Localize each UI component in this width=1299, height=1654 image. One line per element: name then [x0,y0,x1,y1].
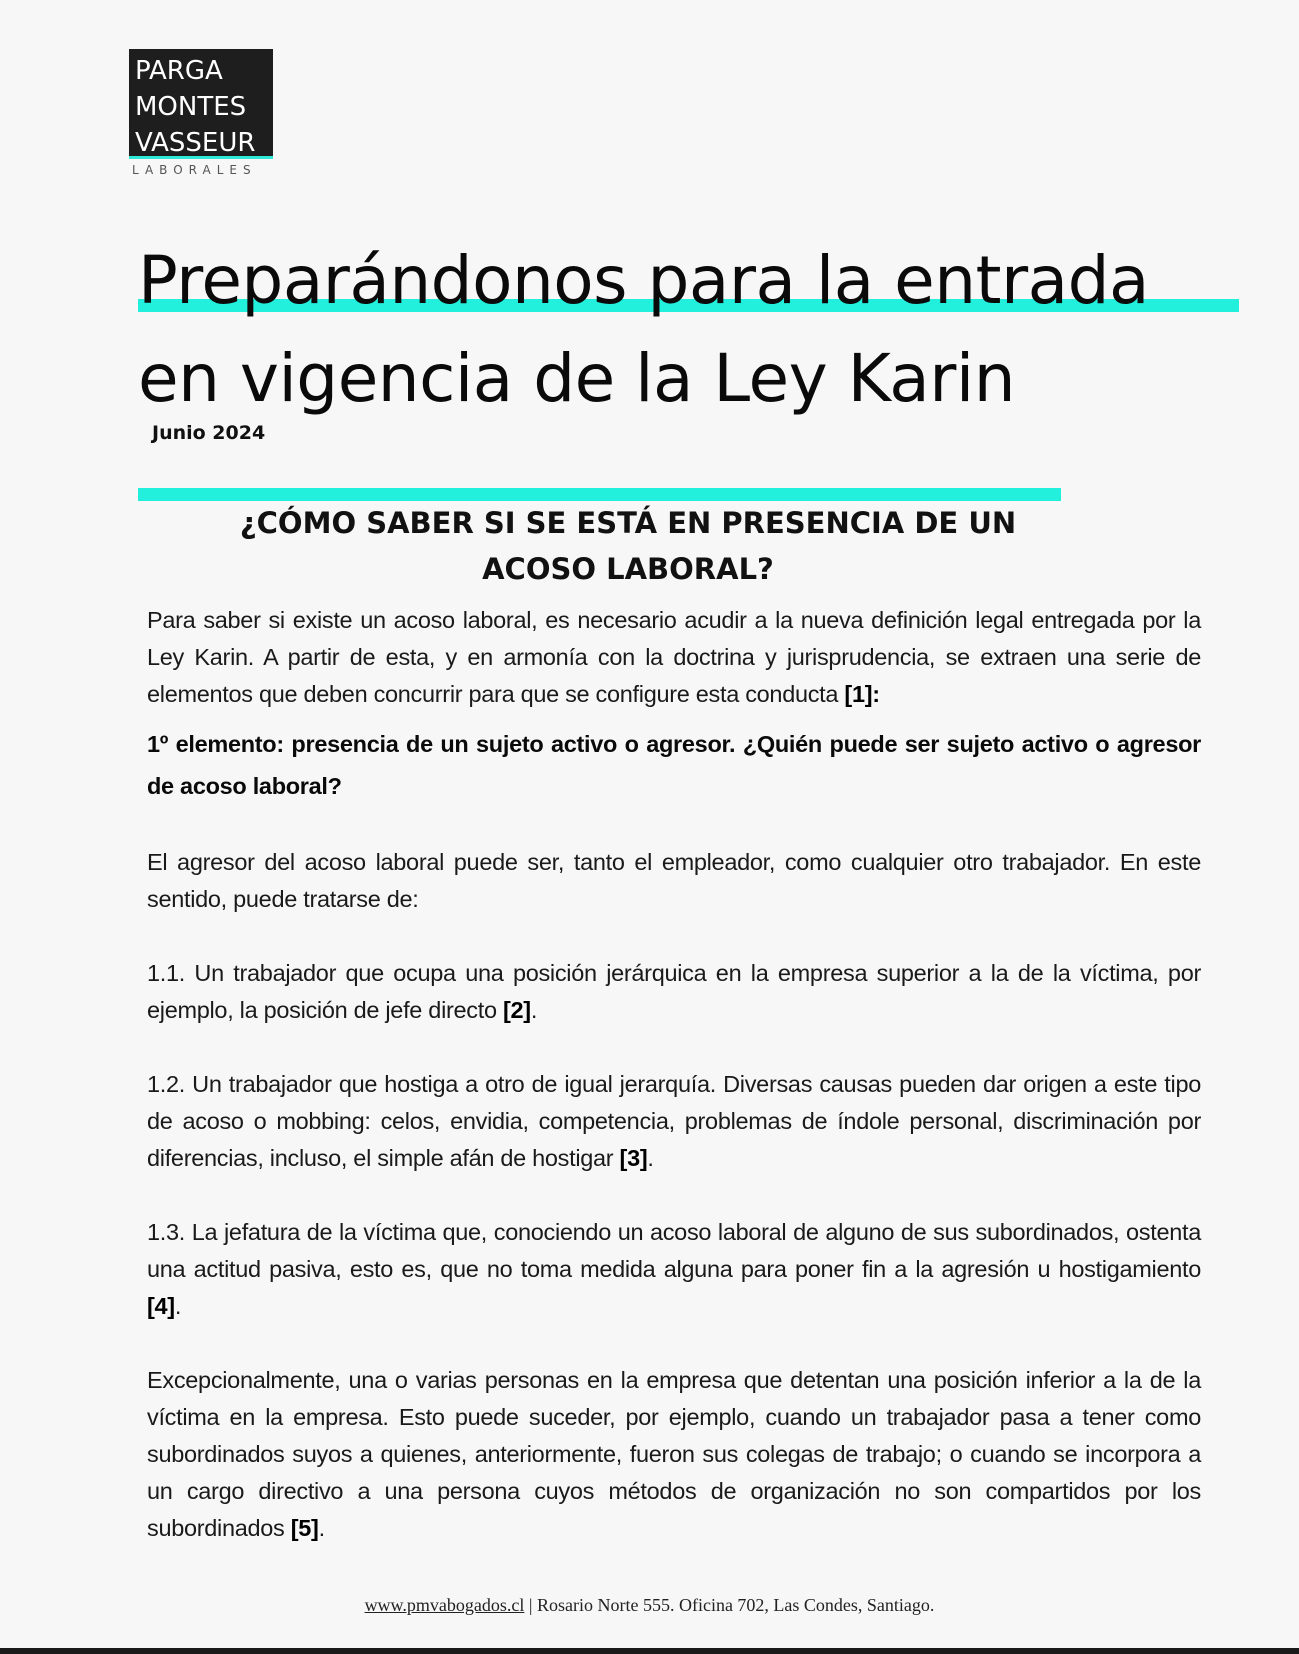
intro-paragraph [147,602,1201,713]
title-text-2: en vigencia de la Ley Karin [138,340,1016,417]
logo-line-parga: PARGA [135,56,223,86]
article-body [147,602,1201,1547]
logo-subtitle: LABORALES [132,163,257,177]
company-logo [129,49,273,177]
section-heading [147,500,1109,592]
footnote-ref-4: [4] [147,1293,175,1319]
website-link[interactable]: www.pmvabogados.cl [364,1595,525,1615]
item-1-1-text: 1.1. Un trabajador que ocupa una posición jerárquica en la empresa superior a la de la víctima, por ejemplo, la posición de jefe directo [147,960,1201,1023]
aggressor-paragraph: El agresor del acoso laboral puede ser, tanto el empleador, como cualquier otro trabajador. En este sentido, puede tratarse de: [147,849,1201,912]
publication-date: Junio 2024 [152,422,266,444]
logo-box [129,49,273,159]
title-line-2 [138,330,1149,428]
section-heading-line-2: ACOSO LABORAL? [482,552,774,586]
item-1-3-period: . [174,1293,182,1319]
page-title [138,232,1149,428]
footnote-ref-1: [1]: [844,681,880,707]
intro-text: Para saber si existe un acoso laboral, es necesario acudir a la nueva definición legal entregada por la Ley Karin. A partir de esta, y en armonía con la doctrina y jurisprudencia, se extraen una serie de elementos que deben concurrir para que se configure esta conducta [147,607,1201,707]
footnote-ref-3: [3] [619,1145,648,1171]
list-item-1-2 [147,1066,1201,1177]
footer-address: | Rosario Norte 555. Oficina 702, Las Condes, Santiago. [524,1595,935,1615]
title-line-1 [138,232,1149,330]
bottom-divider [0,1648,1299,1654]
item-1-2-period: . [647,1145,654,1171]
exception-paragraph [147,1362,1201,1547]
list-item-1-3 [147,1214,1201,1325]
footnote-ref-2: [2] [502,997,531,1023]
exception-text: Excepcionalmente, una o varias personas en la empresa que detentan una posición inferior a la de la víctima en la empresa. Esto puede suceder, por ejemplo, cuando un trabajador pasa a tener como subordinados suyos a quienes, anteriormente, fueron sus colegas de trabajo; o cuando se incorpora a un cargo directivo a una persona cuyos métodos de organización no son compartidos por los subordinados [147,1367,1201,1541]
item-1-1-period: . [530,997,538,1023]
item-1-2-text: 1.2. Un trabajador que hostiga a otro de igual jerarquía. Diversas causas pueden dar origen a este tipo de acoso o mobbing: celos, envidia, competencia, problemas de índole personal, discriminación por diferencias, incluso, el simple afán de hostigar [147,1071,1201,1171]
page-footer [0,1595,1299,1616]
section-heading-line-1: ¿CÓMO SABER SI SE ESTÁ EN PRESENCIA DE UN [239,506,1017,540]
title-text-1: Preparándonos para la entrada [138,242,1149,319]
list-item-1-1 [147,955,1201,1029]
logo-line-montes: MONTES [135,92,247,122]
element-1-heading: 1º elemento: presencia de un sujeto activo o agresor. ¿Quién puede ser sujeto activo o agresor de acoso laboral? [147,731,1201,799]
footnote-ref-5: [5] [290,1515,319,1541]
logo-line-vasseur: VASSEUR [135,128,256,158]
item-1-3-text: 1.3. La jefatura de la víctima que, conociendo un acoso laboral de alguno de sus subordinados, ostenta una actitud pasiva, esto es, que no toma medida alguna para poner fin a la agresión u hostigamiento [147,1219,1201,1282]
exception-period: . [318,1515,325,1541]
